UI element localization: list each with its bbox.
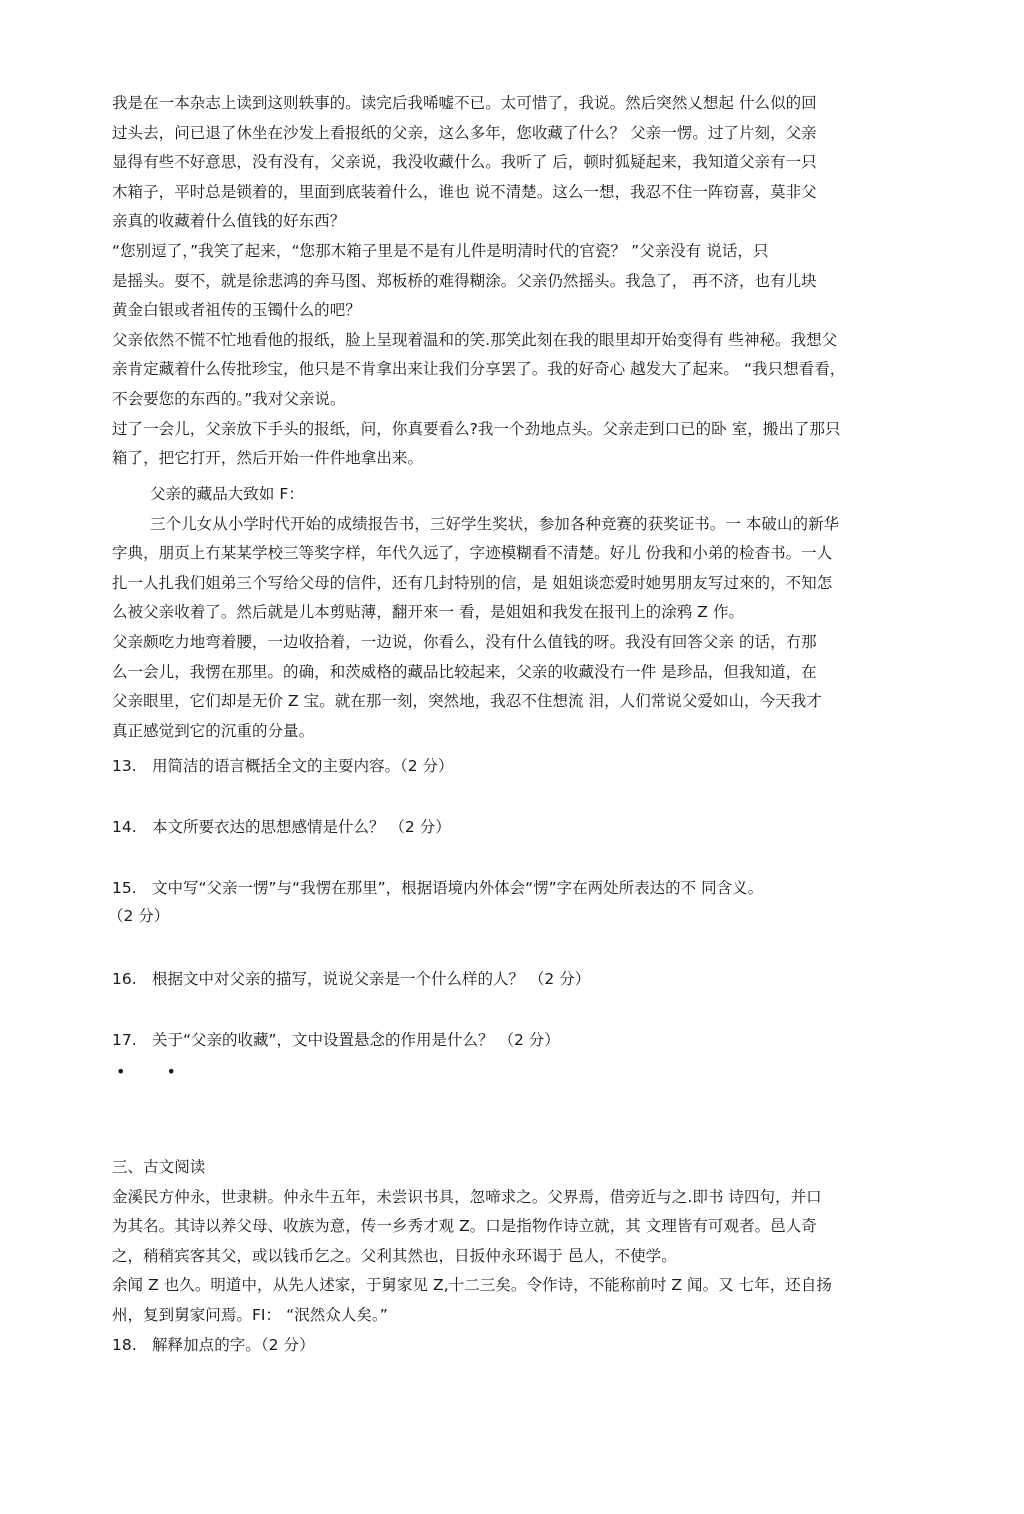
passage-line: “您别逗了，”我笑了起来，“您那木箱子里是不是有儿件是明清时代的官瓷？ ”父亲没有 说话，只 — [112, 241, 769, 260]
section-heading: 三、古文阅读 — [112, 1158, 206, 1176]
question-number: 18. — [112, 1335, 137, 1354]
question-16 — [112, 965, 912, 995]
passage-line: 父亲颇吃力地弯着腰，一边收拾着，一边说，你看么，没有什么值钱的呀。我没有回答父亲 的话，冇那 — [112, 632, 817, 651]
passage-line: 么被父亲收着了。然后就是儿本剪贴薄，翻开來一 看，是姐姐和我发在报刊上的涂鸦 Z 作。 — [112, 603, 745, 622]
passage-line: 显得有些不好意思，没有没有，父亲说，我没收藏什么。我听了 后，顿时狐疑起来，我知道父亲有一只 — [112, 153, 817, 172]
passage-line: 不会要您的东西的。”我对父亲说。 — [112, 389, 346, 408]
classical-line: 之，稍稍宾客其父，或以钱币乞之。父利其然也，日扳仲永环谒于 邑人，不使学。 — [112, 1246, 677, 1265]
passage-line: 黄金白银或者祖传的玉镯什么的吧？ — [112, 301, 361, 320]
classical-line: 金溪民方仲永，世隶耕。仲永牛五年，未尝识书具，忽啼求之。父界焉，借旁近与之.即书 诗四句，并口 — [112, 1187, 822, 1206]
passage-line: 箱了，把它打开，然后开始一件件地拿出来。 — [112, 449, 424, 468]
question-number: 14. — [112, 818, 137, 836]
question-15 — [112, 874, 912, 904]
passage-line: 亲真的收藏着什么值钱的好东西？ — [112, 212, 346, 231]
section-3 — [112, 1153, 912, 1360]
question-17 — [112, 1026, 912, 1056]
question-text: 用简洁的语言概括全文的主耍内容。（2 分） — [152, 757, 454, 775]
question-text: 关于“父亲的收藏”，文中设置悬念的作用是什么？ （2 分） — [152, 1031, 560, 1049]
question-text: 本文所要衣达的思想感情是什么？ （2 分） — [152, 818, 451, 836]
classical-line: 州，复到舅家问焉。FI： “泯然众人矣。” — [112, 1305, 388, 1324]
question-number: 16. — [112, 970, 137, 988]
passage-line: 父亲的藏品大致如 F： — [150, 485, 304, 503]
question-18 — [112, 1331, 912, 1361]
question-text: 解释加点的字。（2 分） — [152, 1335, 315, 1354]
passage-line: 木箱子，平时总是锁着的，里面到底装着什么，谁也 说不清楚。这么一想，我忍不住一阵窃喜，莫非父 — [112, 182, 817, 201]
passage-line: 真正感觉到它的沉重的分量。 — [112, 721, 315, 740]
passage-line: 过了一会儿，父亲放下手头的报纸，问，你真要看么?我一个劲地点头。父亲走到口已的卧 室，搬出了那只 — [112, 419, 841, 438]
question-number: 15. — [112, 879, 137, 897]
passage-line: 过头去，问已退了休坐在沙发上看报纸的父亲，这么多年，您收藏了什么？ 父亲一愣。过了片刻，父亲 — [112, 123, 817, 142]
passage-line: 字典，朋页上冇某某学校三等奖字样，年代久远了，字迹模糊看不清楚。好儿 份我和小弟的检杳书。一人 — [112, 544, 833, 563]
passage-line: 么一会儿，我愣在那里。的确，和茨威格的藏品比较起来，父亲的收藏没冇一件 是珍品，但我知道，在 — [112, 662, 817, 681]
passage-line: 父亲依然不慌不忙地看他的报纸，脸上呈现着温和的笑.那笑此刻在我的眼里却开始变得有 些神秘。我想父 — [112, 330, 838, 349]
question-13 — [112, 752, 912, 782]
question-number: 13. — [112, 757, 137, 775]
passage-line: 亲肯定藏着什么传批珍宝，他只是不肯拿出来让我们分享罢了。我的好奇心 越发大了起来。 “我只想看看， — [112, 360, 846, 379]
question-text: （2 分） — [108, 907, 170, 925]
passage-part-2 — [112, 480, 912, 746]
stray-dots: • • — [116, 1062, 194, 1081]
passage-line: 是摇头。耍不，就是徐悲鸿的奔马图、郑板桥的难得糊涂。父亲仍然摇头。我急了， 再不济，也有儿块 — [112, 271, 817, 290]
classical-line: 余闻 Z 也久。明道中，从先人述家，于舅家见 Z,十二三矣。令作诗，不能称前吋 Z 闻。又 七年，还自扬 — [112, 1276, 832, 1295]
passage-line: 三个儿女从小学时代开始的成绩报告书，三好学生奖状，参加各种竞赛的获奖证书。一 本破山的新华 — [150, 514, 840, 533]
passage-line: 父亲眼里，它们却是无价 Z 宝。就在那一刻，突然地，我忍不住想流 泪，人们常说父爱如山，今天我才 — [112, 692, 822, 711]
question-number: 17. — [112, 1031, 137, 1049]
passage-part-1 — [112, 89, 912, 474]
question-text: 根据文中对父亲的描写，说说父亲是一个什么样的人？ （2 分） — [152, 970, 591, 988]
question-text: 文中写“父亲一愣”与“我愣在那里”，根据语境内外体会“愣”字在两处所表达的不 同含义。 — [152, 879, 764, 897]
passage-line: 我是在一本杂志上读到这则轶事的。读完后我唏嘘不已。太可惜了，我说。然后突然乂想起 什么似的回 — [112, 94, 817, 112]
question-15-score — [108, 902, 908, 932]
passage-line: 扎一人扎我们姐弟三个写给父母的信件，还有几封特别的信，是 姐姐谈恋爱时她男朋友写过來的，不知怎 — [112, 573, 833, 592]
classical-line: 为其名。其诗以养父母、收族为意，传一乡秀才观 Z。口是指物作诗立就，其 文理皆有可观者。邑人奇 — [112, 1217, 817, 1236]
question-14 — [112, 813, 912, 843]
